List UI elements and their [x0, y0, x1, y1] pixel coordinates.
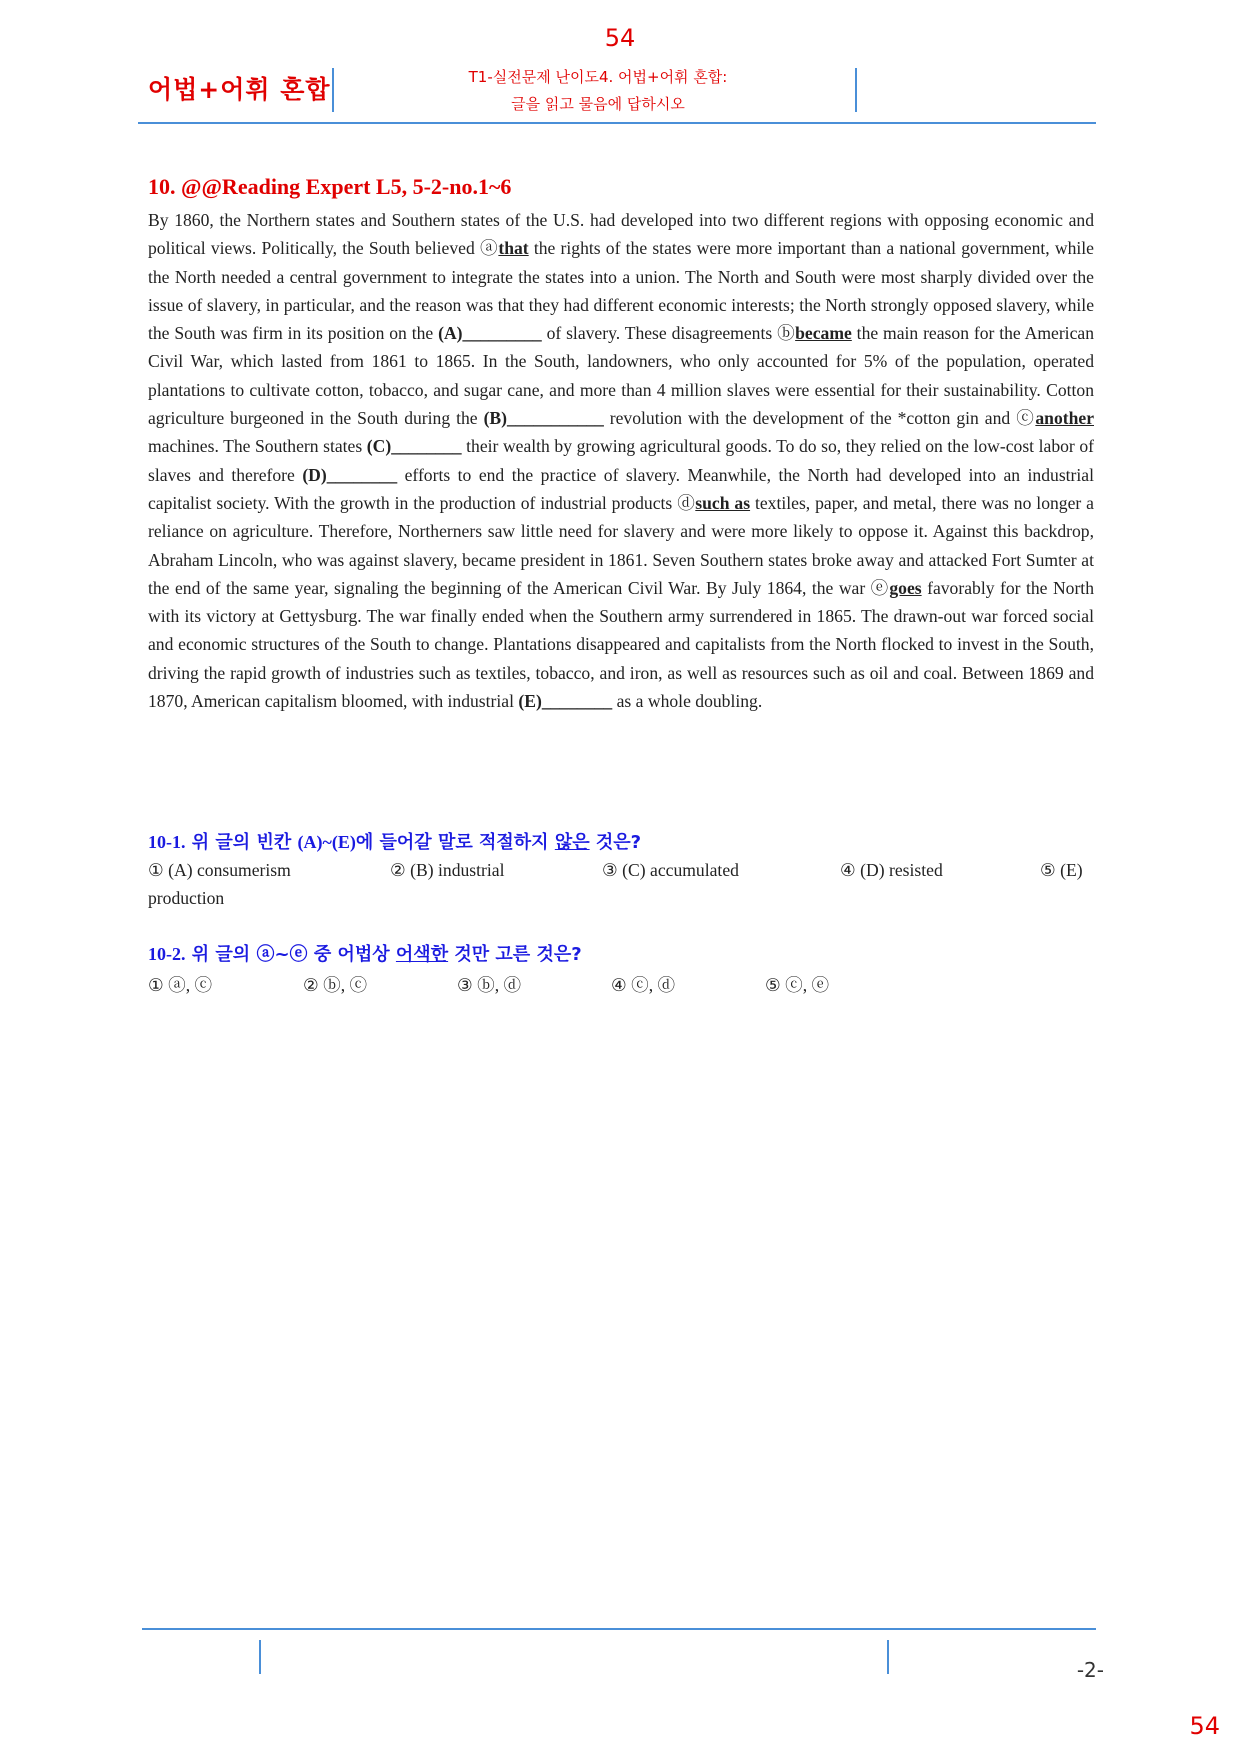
header-subtitle-line2: 글을 읽고 물음에 답하시오 — [511, 95, 685, 113]
q1-option-5-wrap: production — [148, 888, 225, 908]
question-10-1-stem — [148, 828, 641, 854]
blank-a: (A)_________ — [438, 323, 542, 344]
q2-option-3[interactable]: ③ ⓑ, ⓓ — [457, 975, 522, 995]
passage-text: favorably for the North with its victory at Gettysburg. The war finally ended when the Southern army surrendered in 1865. The drawn-out war forced social and economic structures of the South to change. Plantations disappeared and capitalists from the North flocked to invest in the South, driving the rapid growth of industries such as textiles, tobacco, and iron, as well as resources such as oil and coal. Between 1869 and 1870, American capitalism bloomed, with industrial — [148, 577, 1094, 712]
passage-text: their wealth by growing agricultural goods. To do so, they relied on the low-cost labor of slaves and therefore — [148, 436, 1094, 485]
question-text: 중 어법상 — [307, 944, 396, 965]
underlined-word-a: that — [498, 238, 529, 259]
question-emphasis: 어색한 — [395, 944, 449, 965]
blank-c: (C)________ — [366, 436, 462, 457]
blank-b: (B)___________ — [483, 408, 604, 429]
footer-divider-right — [887, 1640, 889, 1674]
underlined-word-c: another — [1035, 408, 1094, 429]
passage-text: machines. The Southern states — [148, 436, 367, 457]
question-text: ⓐ~ⓔ — [256, 944, 308, 965]
q2-option-2[interactable]: ② ⓑ, ⓒ — [303, 975, 368, 995]
marker-c: ⓒ — [1016, 408, 1036, 429]
question-text: 것은? — [589, 832, 642, 853]
header-subtitle — [338, 64, 858, 118]
question-text: 위 글의 — [185, 944, 257, 965]
marker-b: ⓑ — [777, 323, 796, 344]
passage-text: of slavery. These disagreements — [541, 323, 778, 344]
question-10-2-stem — [148, 940, 582, 966]
question-number: 10-2. — [148, 944, 186, 964]
question-text: 것만 고른 것은? — [448, 944, 582, 965]
passage-text: the rights of the states were more important than a national government, while the North needed a central government to integrate the states into a union. The North and South were most sharply divided over the issue of slavery, in particular, and the reason was that they had different economic interests; the North strongly opposed slavery, while the South was firm in its position on the — [148, 238, 1094, 344]
q1-option-2[interactable]: ② (B) industrial — [390, 860, 505, 880]
q1-option-3[interactable]: ③ (C) accumulated — [602, 860, 739, 880]
underlined-word-b: became — [795, 323, 852, 344]
q2-option-5[interactable]: ⑤ ⓒ, ⓔ — [765, 975, 830, 995]
header-divider-right — [855, 68, 857, 112]
header-divider-left — [332, 68, 334, 112]
passage-text: the main reason for the American Civil War, which lasted from 1861 to 1865. In the South, landowners, who only accounted for 5% of the population, operated plantations to cultivate cotton, tobacco, and sugar cane, and more than 4 million slaves were essential for their sustainability. Cotton agriculture burgeoned in the South during the — [148, 323, 1094, 429]
q1-option-5[interactable]: ⑤ (E) — [1040, 860, 1083, 880]
header-subtitle-line1: T1-실전문제 난이도4. 어법+어휘 혼합: — [468, 68, 728, 86]
footer-page-label: -2- — [1076, 1658, 1104, 1682]
underlined-word-e: goes — [889, 577, 922, 598]
blank-d: (D)________ — [302, 464, 398, 485]
marker-d: ⓓ — [677, 492, 696, 513]
header-category: 어법+어휘 혼합 — [148, 75, 331, 104]
passage-text: efforts to end the practice of slavery. Meanwhile, the North had developed into an industrial capitalist society. With the growth in the production of industrial products — [148, 464, 1094, 513]
q1-option-1[interactable]: ① (A) consumerism — [148, 860, 291, 880]
question-title: 10. @@Reading Expert L5, 5-2-no.1~6 — [148, 174, 512, 199]
bottom-page-number: 54 — [1189, 1712, 1220, 1740]
passage-text: By 1860, the Northern states and Southern states of the U.S. had developed into two different regions with opposing economic and political views. Politically, the South believed — [148, 210, 1094, 259]
passage-text: revolution with the development of the *cotton gin and — [603, 408, 1017, 429]
underlined-word-d: such as — [695, 492, 751, 513]
footer-divider-left — [259, 1640, 261, 1674]
marker-e: ⓔ — [870, 577, 890, 598]
question-text: (A)~(E) — [297, 832, 356, 852]
blank-e: (E)________ — [518, 691, 613, 712]
q2-option-4[interactable]: ④ ⓒ, ⓓ — [611, 975, 676, 995]
question-text: 위 글의 빈칸 — [185, 832, 298, 853]
top-page-number: 54 — [604, 24, 636, 52]
question-number: 10-1. — [148, 832, 186, 852]
passage-text: as a whole doubling. — [612, 691, 763, 712]
q1-option-4[interactable]: ④ (D) resisted — [840, 860, 943, 880]
q2-option-1[interactable]: ① ⓐ, ⓒ — [148, 975, 213, 995]
question-emphasis: 않은 — [554, 832, 590, 853]
footer-rule — [142, 1628, 1096, 1630]
marker-a: ⓐ — [479, 238, 499, 259]
header-rule — [138, 122, 1096, 124]
question-text: 에 들어갈 말로 적절하지 — [355, 832, 555, 853]
passage — [148, 206, 1094, 715]
passage-text: textiles, paper, and metal, there was no longer a reliance on agriculture. Therefore, Northerners saw little need for slavery and were more likely to oppose it. Against this backdrop, Abraham Lincoln, who was against slavery, became president in 1861. Seven Southern states broke away and attacked Fort Sumter at the end of the same year, signaling the beginning of the American Civil War. By July 1864, the war — [148, 492, 1094, 598]
